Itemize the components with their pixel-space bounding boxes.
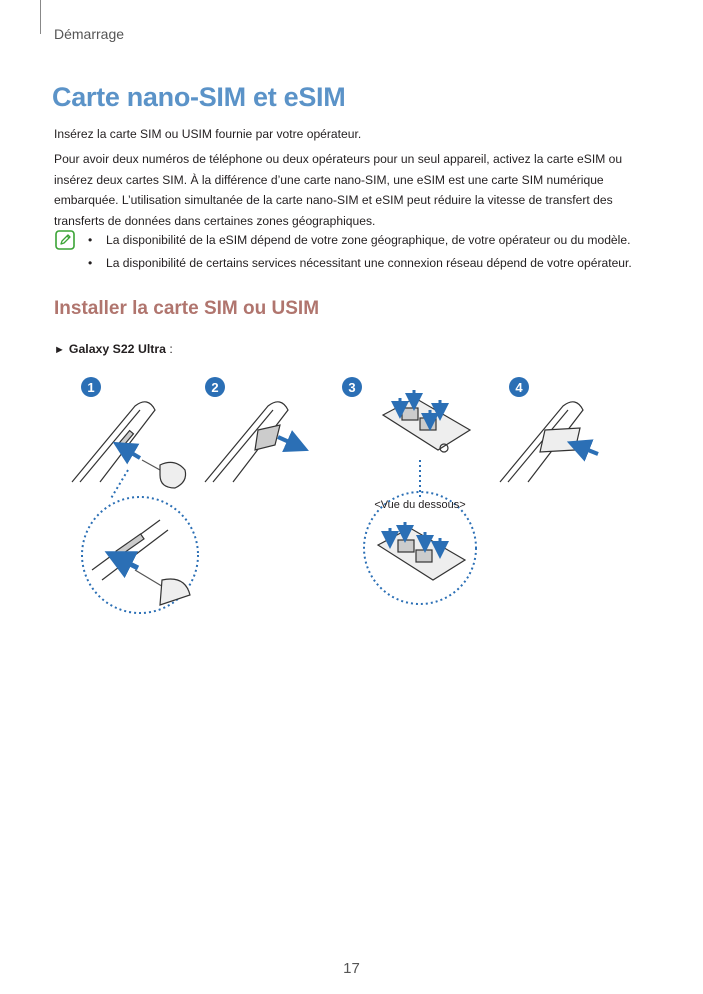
page-number: 17 xyxy=(343,960,360,977)
note-item: • La disponibilité de certains services nécessitant une connexion réseau dépend de votre opérateur. xyxy=(88,256,632,270)
note-text: La disponibilité de certains services nécessitant une connexion réseau dépend de votre opérateur. xyxy=(106,256,632,270)
svg-text:3: 3 xyxy=(348,380,356,395)
svg-text:1: 1 xyxy=(87,380,95,395)
phone-step-4 xyxy=(500,402,583,482)
side-rule xyxy=(40,0,41,34)
sim-tray-top xyxy=(383,398,470,452)
body-paragraph: Pour avoir deux numéros de téléphone ou deux opérateurs pour un seul appareil, activez la carte eSIM ou insérez deux cartes SIM. À la différence d’une carte nano-SIM, une eSIM est une carte SIM numérique embarquée. L’utilisation simultanée de la carte nano-SIM et eSIM peut réduire la vitesse de transfert des transferts de données dans certaines zones géographiques. xyxy=(54,152,623,228)
model-label xyxy=(54,342,173,356)
svg-text:2: 2 xyxy=(211,380,219,395)
triangle-bullet-icon: ► xyxy=(54,344,65,356)
step-badge-2 xyxy=(205,377,225,397)
zoomed-pin-arrow xyxy=(118,558,138,568)
section-subtitle: Installer la carte SIM ou USIM xyxy=(54,298,320,319)
insert-pin-arrow xyxy=(123,448,140,458)
step-badge-3 xyxy=(342,377,362,397)
phone-step-1 xyxy=(72,402,186,488)
model-name: Galaxy S22 Ultra xyxy=(68,342,166,356)
zoomed-phone-1 xyxy=(92,520,190,605)
notes-list xyxy=(88,230,632,276)
note-item: • La disponibilité de la eSIM dépend de votre zone géographique, de votre opérateur ou du modèle. xyxy=(88,233,631,247)
svg-text:4: 4 xyxy=(515,380,523,395)
model-suffix: : xyxy=(165,342,173,356)
sim-installation-illustration xyxy=(0,370,703,620)
running-header: Démarrage xyxy=(54,26,125,42)
phone-step-2 xyxy=(205,402,288,482)
note-pencil-icon xyxy=(55,230,75,250)
step-badge-1 xyxy=(81,377,101,397)
page-title: Carte nano-SIM et eSIM xyxy=(52,82,346,112)
callout-label: <Vue du dessous> xyxy=(374,499,466,511)
step-badge-4 xyxy=(509,377,529,397)
push-tray-arrow xyxy=(578,446,598,454)
callout-connector-1 xyxy=(110,470,128,500)
pull-tray-arrow xyxy=(278,437,298,446)
note-text: La disponibilité de la eSIM dépend de votre zone géographique, de votre opérateur ou du modèle. xyxy=(106,233,631,247)
intro-paragraph: Insérez la carte SIM ou USIM fournie par votre opérateur. xyxy=(54,127,362,141)
